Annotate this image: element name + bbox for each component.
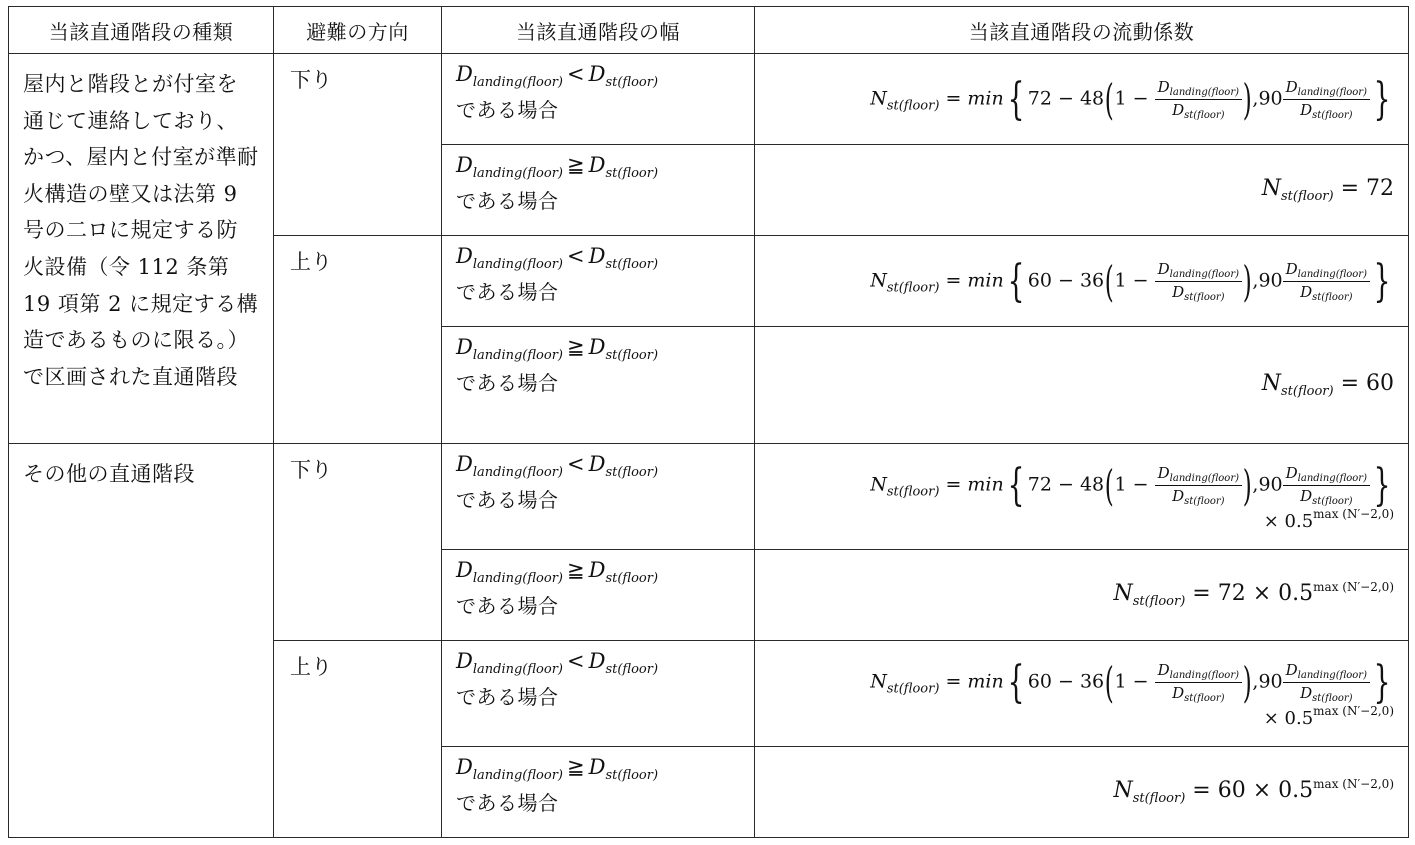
direction-down: 下り bbox=[274, 443, 442, 640]
flow-formula: $N_{st(floor)} = 60 \times 0.5^{max (N'-2,0)}$ bbox=[755, 746, 1409, 837]
width-condition: $D_{landing(floor)}$ ≧ $D_{st(floor)}$ である場合 bbox=[442, 145, 755, 236]
flow-coefficient-table bbox=[8, 6, 1409, 838]
width-condition: $D_{landing(floor)} < D_{st(floor)}$ である場合 bbox=[442, 54, 755, 145]
stair-type-other: その他の直通階段 bbox=[9, 443, 274, 838]
direction-down: 下り bbox=[274, 54, 442, 236]
flow-formula: $N_{st(floor)} = \min${ 72 − 48(1 − $\frac{D_{landing(floor)}}{D_{st(floor)}}$ ),90 $\frac{D_{landing(floor)}}{D_{st(floor)}}$ } × $0.5^{max (N'-2,0)}$ bbox=[755, 443, 1409, 549]
width-condition: $D_{landing(floor)} < D_{st(floor)}$ である場合 bbox=[442, 443, 755, 549]
flow-formula: $N_{st(floor)} = 72 \times 0.5^{max (N'-2,0)}$ bbox=[755, 549, 1409, 640]
header-row bbox=[9, 7, 1409, 54]
header-flow-coefficient: 当該直通階段の流動係数 bbox=[755, 7, 1409, 54]
flow-formula: $N_{st(floor)} = 72$ bbox=[755, 145, 1409, 236]
table-row bbox=[9, 54, 1409, 145]
direction-up: 上り bbox=[274, 640, 442, 837]
header-stair-type: 当該直通階段の種類 bbox=[9, 7, 274, 54]
header-stair-width: 当該直通階段の幅 bbox=[442, 7, 755, 54]
table-row bbox=[9, 443, 1409, 549]
stair-type-annex: 屋内と階段とが付室を通じて連絡しており、かつ、屋内と付室が準耐火構造の壁又は法第 9 号の二ロに規定する防火設備（令 112 条第 19 項第 2 に規定する構造であるものに限る。）で区画された直通階段 bbox=[9, 54, 274, 443]
flow-formula: $N_{st(floor)} = \min${ 60 − 36(1 − $\frac{D_{landing(floor)}}{D_{st(floor)}}$ ),90 $\frac{D_{landing(floor)}}{D_{st(floor)}}$ } bbox=[755, 236, 1409, 327]
direction-up: 上り bbox=[274, 236, 442, 443]
flow-formula: $N_{st(floor)} = 60$ bbox=[755, 327, 1409, 443]
width-condition: $D_{landing(floor)}$ ≧ $D_{st(floor)}$ である場合 bbox=[442, 746, 755, 837]
width-condition: $D_{landing(floor)} < D_{st(floor)}$ である場合 bbox=[442, 640, 755, 746]
width-condition: $D_{landing(floor)}$ ≧ $D_{st(floor)}$ である場合 bbox=[442, 327, 755, 443]
flow-formula: $N_{st(floor)} = \min${ 72 − 48(1 − $\frac{D_{landing(floor)}}{D_{st(floor)}}$ ),90 $\frac{D_{landing(floor)}}{D_{st(floor)}}$ } bbox=[755, 54, 1409, 145]
header-direction: 避難の方向 bbox=[274, 7, 442, 54]
flow-formula: $N_{st(floor)} = \min${ 60 − 36(1 − $\frac{D_{landing(floor)}}{D_{st(floor)}}$ ),90 $\frac{D_{landing(floor)}}{D_{st(floor)}}$ } × $0.5^{max (N'-2,0)}$ bbox=[755, 640, 1409, 746]
width-condition: $D_{landing(floor)} < D_{st(floor)}$ である場合 bbox=[442, 236, 755, 327]
width-condition: $D_{landing(floor)}$ ≧ $D_{st(floor)}$ である場合 bbox=[442, 549, 755, 640]
